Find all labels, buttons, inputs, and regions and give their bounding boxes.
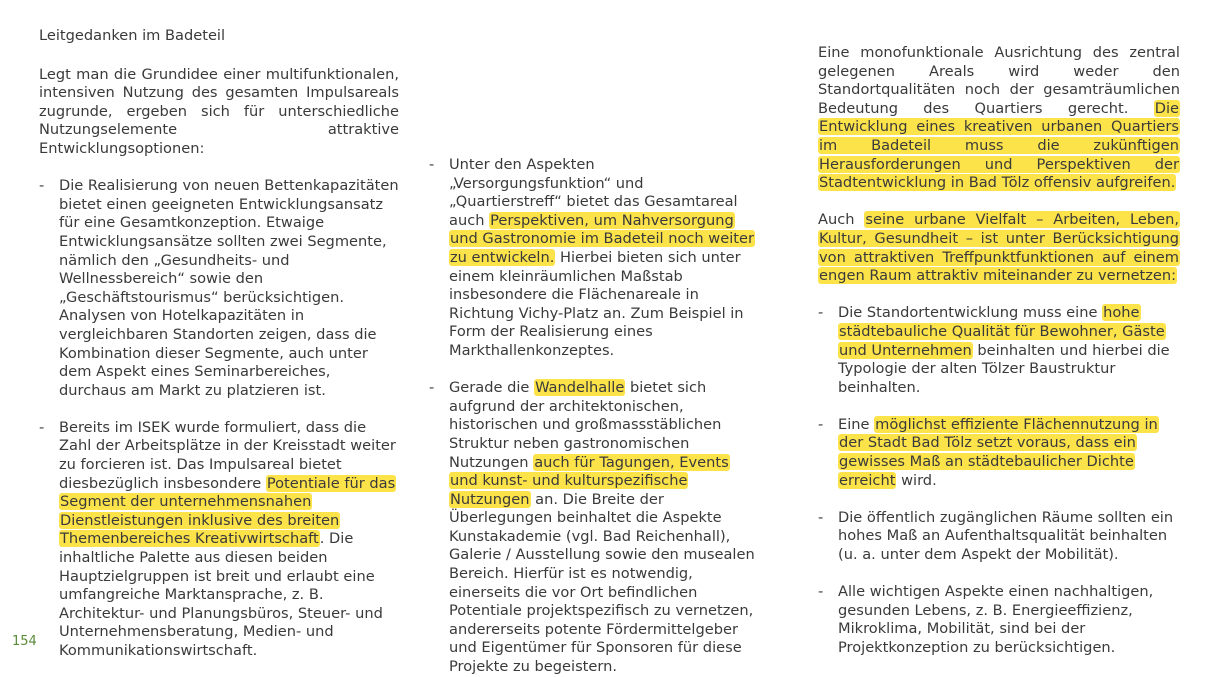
bullet-text: bietet sich aufgrund der architektonischen, historischen und großmassstäblichen Struktur neben gastronomischen Nutzungen	[449, 379, 722, 471]
column-middle	[429, 156, 759, 677]
intro-paragraph: Legt man die Grundidee einer multifunktionalen, intensiven Nutzung des gesamten Impulsareals zugrunde, ergeben sich für unterschiedliche Nutzungselemente attraktive Entwicklungsoptionen:	[39, 65, 399, 157]
paragraph-text: Auch	[818, 211, 865, 229]
paragraph	[818, 44, 1180, 193]
bullet-item	[39, 177, 399, 400]
bullet-text: an. Die Breite der Überlegungen beinhaltet die Aspekte Kunstakademie (vgl. Bad Reichenhall), Galerie / Ausstellung sowie den musealen Bereich. Hierfür ist es notwendig, einerseits die vor Ort befindlichen Potentiale projektspezifisch zu vernetzen, andererseits potente Fördermittelgeber und Eigentümer für Sponsoren für diese Projekte zu begeistern.	[449, 490, 755, 676]
bullet-item	[429, 156, 759, 361]
bullet-text: Alle wichtigen Aspekte einen nachhaltigen, gesunden Lebens, z. B. Energieeffizienz, Mikroklima, Mobilität, sind bei der Projektkonzeption zu berücksichtigen.	[838, 583, 1154, 656]
bullet-text: beinhalten und hierbei die Typologie der alten Tölzer Baustruktur beinhalten.	[838, 341, 1170, 396]
highlighted-text: auch für Tagungen, Events und kunst- und kulturspezifische Nutzungen	[450, 453, 729, 508]
column-right	[818, 44, 1180, 658]
bullet-item	[818, 509, 1180, 565]
paragraph	[818, 211, 1180, 285]
bullet-text: Bereits im ISEK wurde formuliert, dass die Zahl der Arbeitsplätze in der Kreisstadt weiter zu forcieren ist. Das Impulsareal bietet diesbezüglich insbesondere	[59, 418, 396, 492]
bullet-dash: -	[39, 177, 45, 195]
bullet-item	[39, 419, 399, 661]
column-left	[39, 27, 399, 661]
bullet-text: wird.	[896, 471, 937, 489]
bullet-text: . Die inhaltliche Palette aus diesen beiden Hauptzielgruppen ist breit und erlaubt eine umfangreiche Marktansprache, z. B. Architektur- und Planungsbüros, Steuer- und Unternehmensberatung, Medien- und Kommunikationswirtschaft.	[59, 530, 383, 659]
bullet-item	[429, 379, 759, 677]
bullet-text: Unter den Aspekten „Versorgungsfunktion“ und „Quartierstreff“ bietet das Gesamtareal auch	[449, 156, 738, 229]
bullet-item	[818, 304, 1180, 397]
bullet-dash: -	[818, 508, 824, 526]
bullet-dash: -	[818, 415, 824, 433]
bullet-text: Hierbei bieten sich unter einem kleinräumlichen Maßstab insbesondere die Flächenareale in Richtung Vichy-Platz an. Zum Beispiel in Form der Realisierung eines Markthallenkonzeptes.	[449, 248, 744, 359]
bullet-text: Die Realisierung von neuen Bettenkapazitäten bietet einen geeigneten Entwicklungsansatz für eine Gesamtkonzeption. Etwaige Entwicklungsansätze sollten zwei Segmente, nämlich den „Gesundheits- und Wellnessbereich“ sowie den „Geschäftstourismus“ berücksichtigen. Analysen von Hotelkapazitäten in vergleichbaren Standorten zeigen, dass die Kombination dieser Segmente, auch unter dem Aspekt eines Seminarbereiches, durchaus am Markt zu platzieren ist.	[59, 177, 399, 399]
page-number: 154	[12, 634, 37, 649]
highlighted-text: Die Entwicklung eines kreativen urbanen Quartiers im Badeteil muss die zukünftigen Herausforderungen und Perspektiven der Stadtentwicklung in Bad Tölz offensiv aufgreifen.	[819, 99, 1179, 192]
bullet-item	[818, 416, 1180, 490]
bullet-dash: -	[429, 379, 435, 397]
highlighted-text: Wandelhalle	[535, 379, 625, 397]
bullet-text: Die öffentlich zugänglichen Räume sollten ein hohes Maß an Aufenthaltsqualität beinhalten (u. a. unter dem Aspekt der Mobilität).	[838, 508, 1174, 564]
highlighted-text: hohe städtebauliche Qualität für Bewohner, Gäste und Unternehmen	[839, 304, 1165, 359]
bullet-text: Eine	[838, 415, 875, 433]
highlighted-text: Potentiale für das Segment der unternehmensnahen Dienstleistungen inklusive des breiten Themenbereiches Kreativwirtschaft	[60, 474, 396, 548]
paragraph-text: Eine monofunktionale Ausrichtung des zentral gelegenen Areals wird weder den Standortqualitäten noch der gesamträumlichen Bedeutung des Quartiers gerecht.	[818, 44, 1180, 117]
bullet-text: Die Standortentwicklung muss eine	[838, 304, 1103, 322]
bullet-dash: -	[429, 156, 435, 173]
bullet-dash: -	[818, 583, 824, 601]
bullet-item	[818, 583, 1180, 657]
highlighted-text: möglichst effiziente Flächennutzung in der Stadt Bad Tölz setzt voraus, dass ein gewisses Maß an städtebaulicher Dichte erreicht	[839, 415, 1158, 489]
bullet-dash: -	[39, 418, 45, 436]
bullet-dash: -	[818, 304, 824, 322]
bullet-text: Gerade die	[449, 379, 535, 397]
highlighted-text: Perspektiven, um Nahversorgung und Gastronomie im Badeteil noch weiter zu entwickeln.	[450, 211, 754, 266]
section-heading: Leitgedanken im Badeteil	[39, 27, 226, 44]
highlighted-text: seine urbane Vielfalt – Arbeiten, Leben, Kultur, Gesundheit – ist unter Berücksichtigung von attraktiven Treffpunktfunktionen auf einem engen Raum attraktiv miteinander zu vernetzen:	[819, 211, 1179, 285]
